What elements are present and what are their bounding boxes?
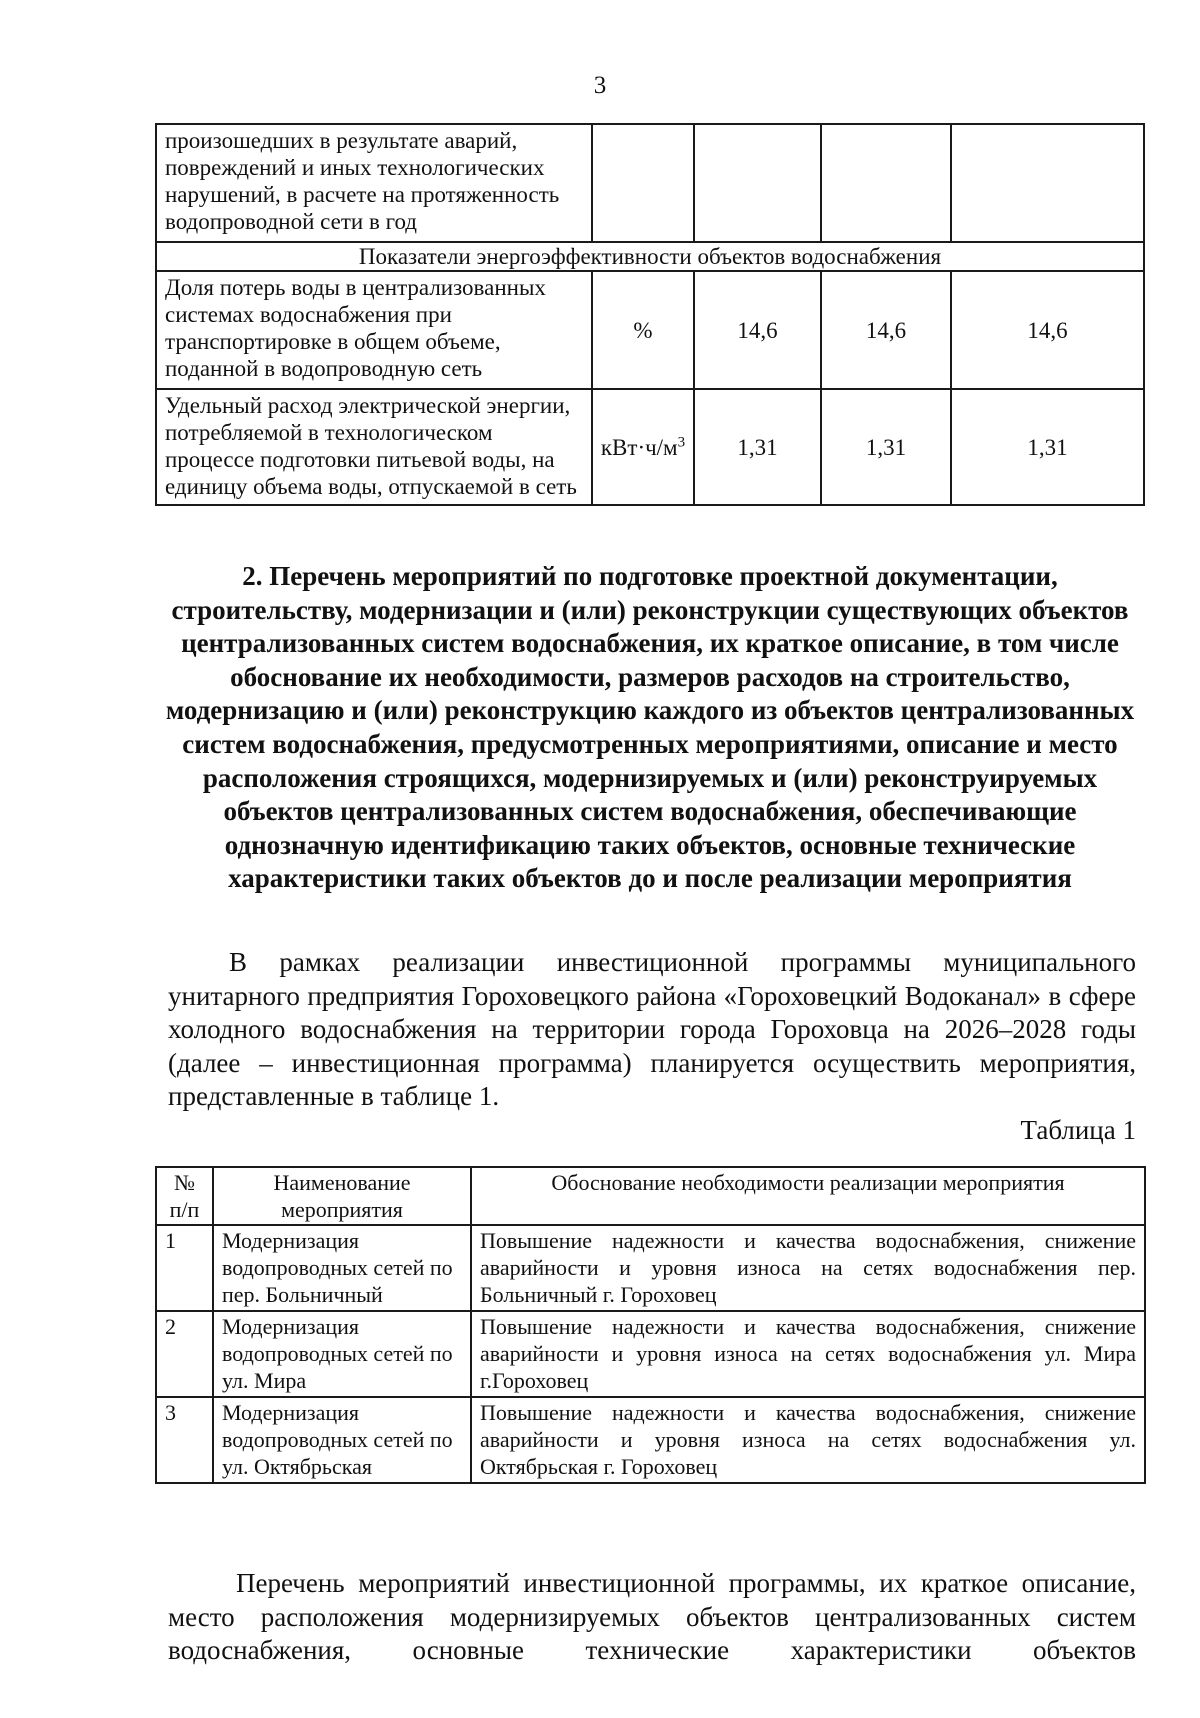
table-row xyxy=(156,1311,1145,1397)
events-table xyxy=(155,1166,1146,1484)
event-justification: Повышение надежности и качества водоснабжения, снижение аварийности и уровня износа на сетях водоснабжения ул. Мира г.Гороховец xyxy=(471,1311,1145,1397)
row-number: 3 xyxy=(156,1397,213,1483)
column-header-num: № п/п xyxy=(156,1167,213,1225)
value-cell xyxy=(694,124,821,242)
table-row xyxy=(156,1397,1145,1483)
table-row xyxy=(156,124,1144,242)
value-cell: 14,6 xyxy=(694,271,821,389)
unit-superscript: 3 xyxy=(677,433,686,450)
event-justification: Повышение надежности и качества водоснабжения, снижение аварийности и уровня износа на сетях водоснабжения ул. Октябрьская г. Гороховец xyxy=(471,1397,1145,1483)
value-cell: 14,6 xyxy=(951,271,1144,389)
event-name: Модернизация водопроводных сетей по пер. Больничный xyxy=(213,1225,471,1311)
table-row xyxy=(156,271,1144,389)
value-cell: 1,31 xyxy=(694,389,821,505)
table-header-row xyxy=(156,1167,1145,1225)
indicators-table xyxy=(155,123,1145,506)
unit-cell: % xyxy=(592,271,694,389)
event-justification: Повышение надежности и качества водоснабжения, снижение аварийности и уровня износа на сетях водоснабжения пер. Больничный г. Гороховец xyxy=(471,1225,1145,1311)
event-name: Модернизация водопроводных сетей по ул. Мира xyxy=(213,1311,471,1397)
value-cell xyxy=(821,124,951,242)
intro-paragraph: В рамках реализации инвестиционной программы муниципального унитарного предприятия Гороховецкого района «Гороховецкий Водоканал» в сфере холодного водоснабжения на территории города Гороховца на 2026–2028 годы (далее – инвестиционная программа) планируется осуществить мероприятия, представленные в таблице 1. xyxy=(168,947,1136,1111)
table-row xyxy=(156,1225,1145,1311)
column-header-justification: Обоснование необходимости реализации мероприятия xyxy=(471,1167,1145,1225)
unit-cell xyxy=(592,389,694,505)
unit-text: кВт·ч/м xyxy=(600,434,678,460)
indicator-name-cell: Удельный расход электрической энергии, потребляемой в технологическом процессе подготовки питьевой воды, на единицу объема воды, отпускаемой в сеть xyxy=(156,389,592,505)
closing-paragraph: Перечень мероприятий инвестиционной программы, их краткое описание, место расположения модернизируемых объектов централизованных систем водоснабжения, основные технические характеристики объектов xyxy=(168,1568,1136,1665)
value-cell: 1,31 xyxy=(821,389,951,505)
section-title: 2. Перечень мероприятий по подготовке проектной документации, строительству, модернизации и (или) реконструкции существующих объектов централизованных систем водоснабжения, их краткое описание, в том числе обоснование их необходимости, размеров расходов на строительство, модернизацию и (или) реконструкцию каждого из объектов централизованных систем водоснабжения, предусмотренных мероприятиями, описание и место расположения строящихся, модернизируемых и (или) реконструируемых объектов централизованных систем водоснабжения, обеспечивающие однозначную идентификацию таких объектов, основные технические характеристики таких объектов до и после реализации мероприятия xyxy=(165,561,1135,894)
section-header-cell: Показатели энергоэффективности объектов водоснабжения xyxy=(156,242,1144,271)
table-caption: Таблица 1 xyxy=(1020,1115,1136,1145)
table-section-row xyxy=(156,242,1144,271)
page-number: 3 xyxy=(593,72,607,99)
unit-cell xyxy=(592,124,694,242)
row-number: 1 xyxy=(156,1225,213,1311)
value-cell: 14,6 xyxy=(821,271,951,389)
indicator-name-cell: Доля потерь воды в централизованных системах водоснабжения при транспортировке в общем объеме, поданной в водопроводную сеть xyxy=(156,271,592,389)
value-cell: 1,31 xyxy=(951,389,1144,505)
value-cell xyxy=(951,124,1144,242)
column-header-name: Наименование мероприятия xyxy=(213,1167,471,1225)
event-name: Модернизация водопроводных сетей по ул. Октябрьская xyxy=(213,1397,471,1483)
row-number: 2 xyxy=(156,1311,213,1397)
indicator-name-cell: произошедших в результате аварий, повреждений и иных технологических нарушений, в расчете на протяженность водопроводной сети в год xyxy=(156,124,592,242)
table-row xyxy=(156,389,1144,505)
